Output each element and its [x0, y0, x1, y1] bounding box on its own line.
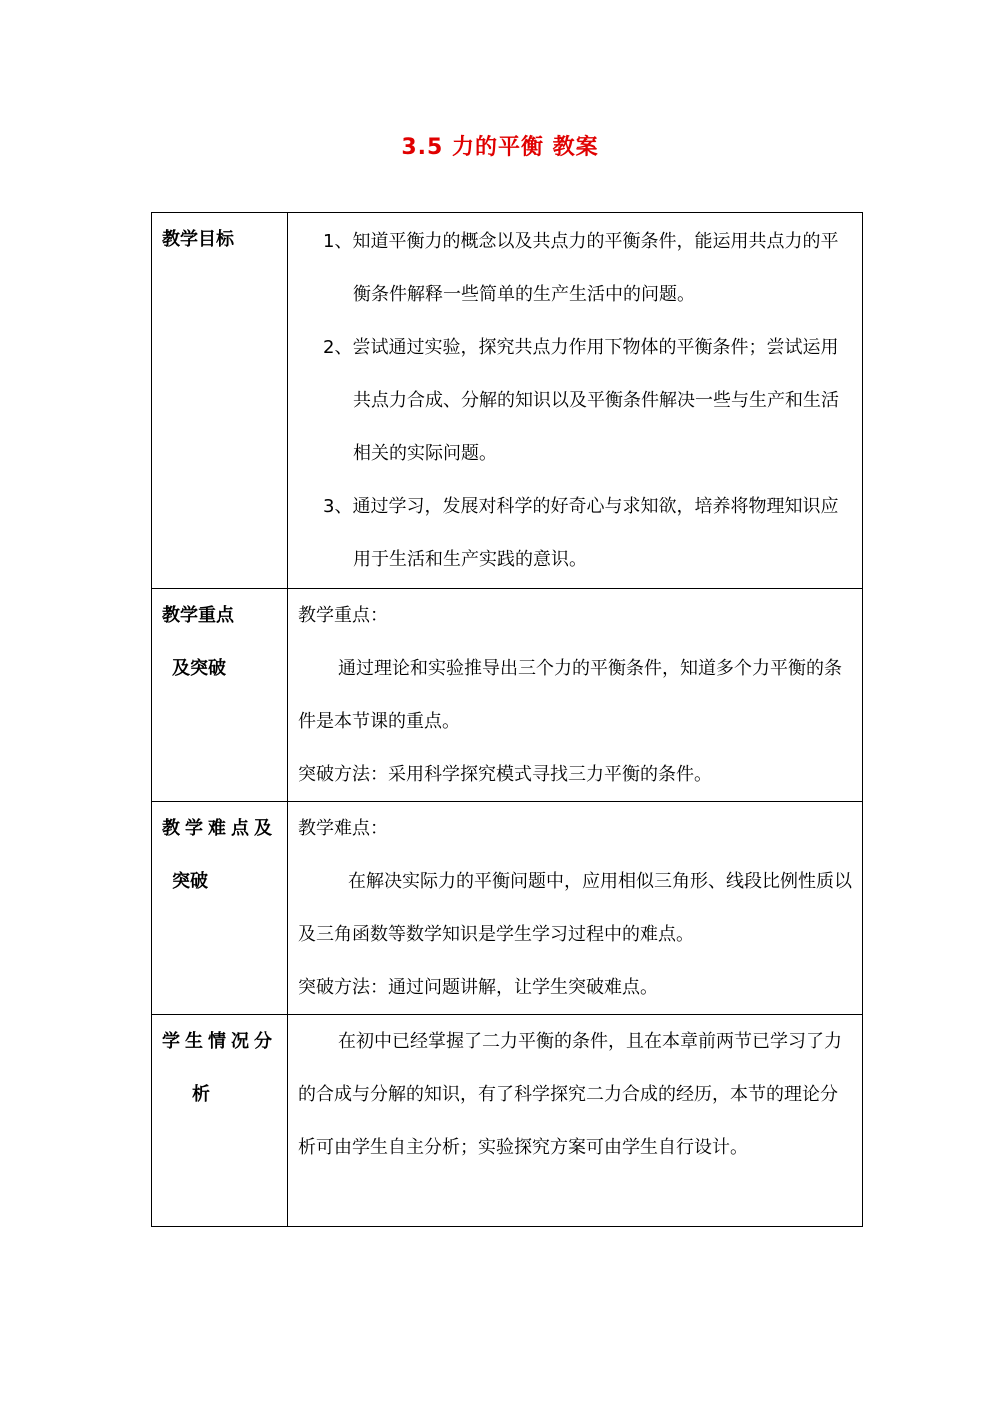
label-student-analysis-line1: 学生情况分: [162, 1031, 277, 1052]
table-row-difficulties: [152, 802, 863, 1015]
difficulties-method: 突破方法：通过问题讲解，让学生突破难点。: [298, 977, 658, 998]
objective-item: 2、尝试通过实验，探究共点力作用下物体的平衡条件；尝试运用共点力合成、分解的知识以及平衡条件解决一些与生产和生活相关的实际问题。: [323, 337, 839, 464]
objective-item: 1、知道平衡力的概念以及共点力的平衡条件，能运用共点力的平衡条件解释一些简单的生产生活中的问题。: [323, 231, 839, 305]
label-key-points-line1: 教学重点: [162, 605, 234, 626]
difficulties-heading: 教学难点：: [298, 818, 388, 839]
table-row-objectives: [152, 213, 863, 589]
key-points-method: 突破方法：采用科学探究模式寻找三力平衡的条件。: [298, 764, 712, 785]
label-difficulties-line2: 突破: [172, 871, 208, 892]
objective-item: 3、通过学习，发展对科学的好奇心与求知欲，培养将物理知识应用于生活和生产实践的意识。: [323, 496, 839, 570]
table-row-key-points: [152, 589, 863, 802]
student-analysis-paragraph: 在初中已经掌握了二力平衡的条件，且在本章前两节已学习了力的合成与分解的知识，有了科学探究二力合成的经历，本节的理论分析可由学生自主分析；实验探究方案可由学生自行设计。: [298, 1031, 842, 1158]
label-difficulties-line1: 教学难点及: [162, 818, 277, 839]
document-title: 3.5 力的平衡 教案: [401, 135, 599, 160]
difficulties-paragraph: 在解决实际力的平衡问题中，应用相似三角形、线段比例性质以及三角函数等数学知识是学生学习过程中的难点。: [298, 871, 852, 945]
label-key-points-line2: 及突破: [172, 658, 226, 679]
label-objectives: 教学目标: [162, 229, 234, 250]
table-row-student-analysis: [152, 1015, 863, 1227]
key-points-heading: 教学重点：: [298, 605, 388, 626]
lesson-plan-table: [151, 212, 863, 1227]
key-points-paragraph: 通过理论和实验推导出三个力的平衡条件，知道多个力平衡的条件是本节课的重点。: [298, 658, 842, 732]
label-student-analysis-line2: 析: [192, 1084, 210, 1105]
